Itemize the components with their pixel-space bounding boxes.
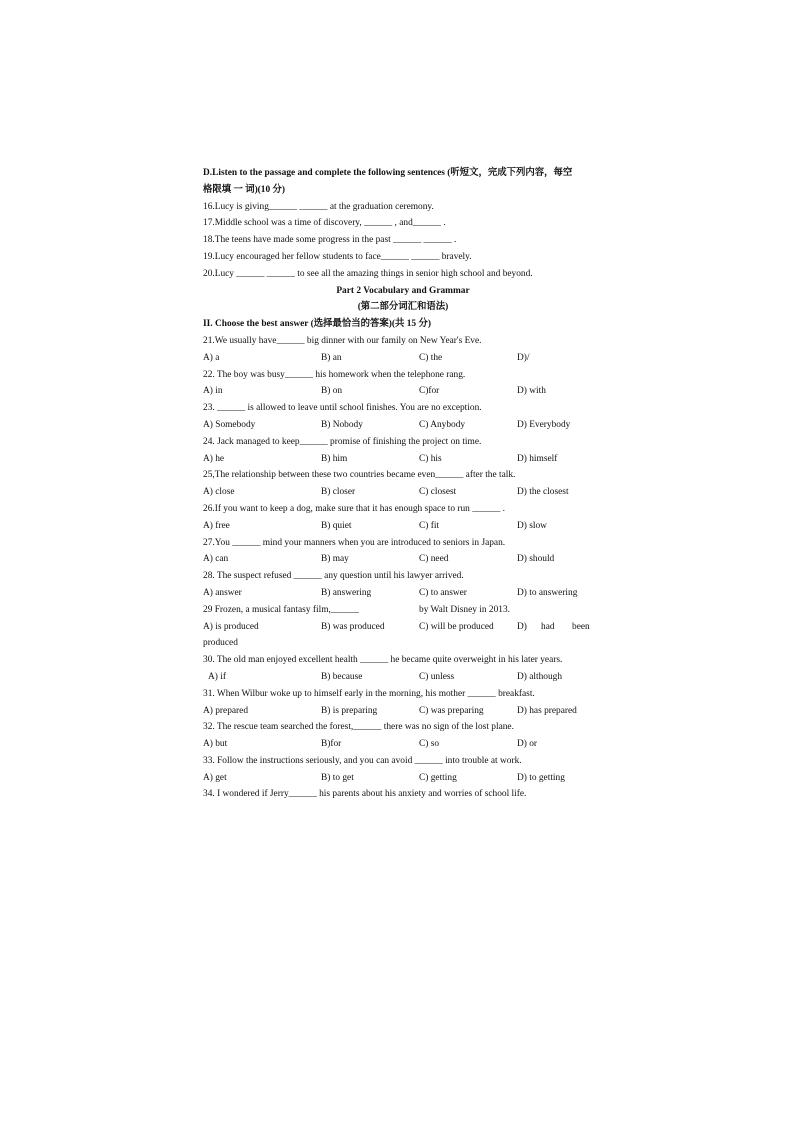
question-28: 28. The suspect refused ______ any question until his lawyer arrived. [203,571,464,582]
option-d: D) or [517,739,538,750]
question-33-options [203,770,603,787]
option-d: D) has prepared [517,705,577,716]
question-27: 27.You ______ mind your manners when you are introduced to seniors in Japan. [203,537,506,548]
option-b: B) closer [321,487,356,498]
option-a: A) is produced [203,621,259,632]
question-32: 32. The rescue team searched the forest,______ there was no sign of the lost plane. [203,722,514,733]
option-b: B) quiet [321,520,352,531]
option-d-word: had [541,621,555,632]
option-c: C) Anybody [419,419,466,430]
option-b: B) on [321,386,343,397]
option-a: A) prepared [203,705,249,716]
option-a: A) can [203,554,229,565]
question-22-options [203,383,603,400]
question-26: 26.If you want to keep a dog, make sure that it has enough space to run ______ . [203,503,506,514]
question-26-options [203,518,603,535]
exam-content [203,165,603,803]
section-d-heading: D.Listen to the passage and complete the following sentences (听短文，完成下列内容，每空 [203,168,573,178]
option-b: B) Nobody [321,419,363,430]
option-d: D) slow [517,520,547,531]
option-b: B) because [321,671,363,682]
question-29-options [203,619,603,636]
question-29-stem: 29 Frozen, a musical fantasy film,______ [203,604,359,615]
question-31-options [203,703,603,720]
option-c: C) fit [419,520,440,531]
question-21-options [203,350,603,367]
question-32-options [203,736,603,753]
option-d: D) himself [517,453,558,464]
question-19: 19.Lucy encouraged her fellow students to face______ ______ bravely. [203,251,472,262]
question-31: 31. When Wilbur woke up to himself early in the morning, his mother ______ breakfast. [203,688,535,699]
question-22: 22. The boy was busy______ his homework when the telephone rang. [203,369,466,380]
option-c: C)for [419,386,440,397]
option-a: A) close [203,487,235,498]
option-c: C) closest [419,487,457,498]
option-c: C) will be produced [419,621,494,632]
option-a: A) free [203,520,230,531]
option-a: A) answer [203,587,242,598]
option-a: A) Somebody [203,419,256,430]
option-c: C) getting [419,772,457,783]
question-34: 34. I wondered if Jerry______ his parents about his anxiety and worries of school life. [203,789,527,800]
section-d-heading-cont: 格限填 一 词)(10 分) [203,184,286,195]
part2-subtitle: (第二部分词汇和语法) [357,302,449,313]
option-d-wrap: produced [203,638,238,649]
option-c: C) to answer [419,587,467,598]
question-17: 17.Middle school was a time of discovery, ______ , and______ . [203,218,446,229]
question-25: 25,The relationship between these two countries became even______ after the talk. [203,470,516,481]
option-c: C) his [419,453,442,464]
question-23-options [203,417,603,434]
option-c: C) unless [419,671,455,682]
option-d-label: D) [517,621,527,632]
option-c: C) was preparing [419,705,484,716]
question-30: 30. The old man enjoyed excellent health ______ he became quite overweight in his later years. [203,655,563,666]
question-16: 16.Lucy is giving______ ______ at the graduation ceremony. [203,201,434,212]
question-21: 21.We usually have______ big dinner with our family on New Year's Eve. [203,335,482,346]
option-d: D) to answering [517,587,578,598]
option-b: B) an [321,352,342,363]
option-b: B)for [321,739,342,750]
question-24-options [203,451,603,468]
option-d: D) the closest [517,487,569,498]
option-b: B) to get [321,772,354,783]
option-c: C) need [419,554,449,565]
option-d: D) to getting [517,772,565,783]
option-b: B) answering [321,587,372,598]
question-25-options [203,484,603,501]
option-d: D) although [517,671,563,682]
option-a: A) get [203,772,227,783]
question-27-options [203,551,603,568]
question-18: 18.The teens have made some progress in the past ______ ______ . [203,235,457,246]
question-20: 20.Lucy ______ ______ to see all the amazing things in senior high school and beyond. [203,268,533,279]
option-a: A) but [203,739,228,750]
question-33: 33. Follow the instructions seriously, and you can avoid ______ into trouble at work. [203,755,522,766]
section-ii-heading: II. Choose the best answer (选择最恰当的答案)(共 15 分) [203,319,431,330]
option-c: C) the [419,352,443,363]
question-30-options [203,669,603,686]
question-29 [203,602,603,619]
option-a: A) a [203,352,220,363]
question-23: 23. ______ is allowed to leave until school finishes. You are no exception. [203,403,482,414]
question-24: 24. Jack managed to keep______ promise of finishing the project on time. [203,436,482,447]
option-a: A) in [203,386,223,397]
option-d: D) with [517,386,546,397]
option-a: A) if [208,671,226,682]
part2-title: Part 2 Vocabulary and Grammar [336,285,470,296]
option-b: B) may [321,554,349,565]
option-a: A) he [203,453,225,464]
option-b: B) him [321,453,348,464]
option-d: D) Everybody [517,419,571,430]
option-d-word: been [572,621,590,632]
option-d: D)/ [517,352,530,363]
question-29-stem-end: by Walt Disney in 2013. [419,604,510,615]
option-c: C) so [419,739,440,750]
option-b: B) is preparing [321,705,378,716]
option-d: D) should [517,554,555,565]
option-b: B) was produced [321,621,385,632]
question-28-options [203,585,603,602]
